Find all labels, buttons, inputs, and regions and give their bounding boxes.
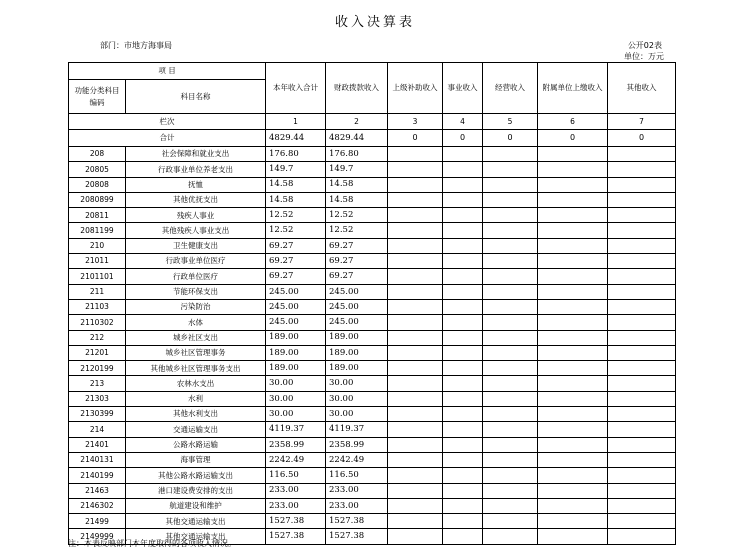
row-business [443,514,483,529]
row-operating [483,361,538,376]
row-other [608,284,676,299]
row-other [608,376,676,391]
row-business [443,254,483,269]
row-subject-name: 其他交通运输支出 [126,514,266,529]
row-fiscal: 149.7 [326,162,388,177]
row-operating [483,162,538,177]
row-code: 2140131 [69,452,126,467]
seq-cell: 1 [266,114,326,130]
row-affiliate [538,315,608,330]
row-superior [388,162,443,177]
row-operating [483,238,538,253]
item-group-header: 项 目 [69,63,266,80]
total-cell: 0 [608,130,676,147]
seq-cell: 3 [388,114,443,130]
row-code: 21499 [69,514,126,529]
row-code: 212 [69,330,126,345]
row-affiliate [538,147,608,162]
row-superior [388,238,443,253]
row-fiscal: 189.00 [326,361,388,376]
row-total: 189.00 [266,345,326,360]
row-other [608,315,676,330]
row-other [608,192,676,207]
row-operating [483,208,538,223]
row-total: 245.00 [266,315,326,330]
row-code: 21401 [69,437,126,452]
row-operating [483,407,538,422]
row-business [443,192,483,207]
row-business [443,330,483,345]
row-total: 69.27 [266,254,326,269]
row-superior [388,223,443,238]
row-code: 214 [69,422,126,437]
row-affiliate [538,177,608,192]
row-fiscal: 245.00 [326,284,388,299]
row-operating [483,437,538,452]
row-operating [483,269,538,284]
row-superior [388,498,443,513]
total-cell: 4829.44 [266,130,326,147]
col-business-header: 事业收入 [443,63,483,114]
row-affiliate [538,223,608,238]
row-code: 2110302 [69,315,126,330]
row-business [443,452,483,467]
row-fiscal: 245.00 [326,315,388,330]
row-total: 69.27 [266,238,326,253]
row-code: 21201 [69,345,126,360]
row-code: 20805 [69,162,126,177]
row-subject-name: 污染防治 [126,299,266,314]
row-superior [388,284,443,299]
unit-label: 单位：万元 [624,52,664,61]
row-superior [388,299,443,314]
row-operating [483,315,538,330]
row-subject-name: 城乡社区支出 [126,330,266,345]
row-superior [388,192,443,207]
row-subject-name: 其他残疾人事业支出 [126,223,266,238]
table-row [69,208,676,223]
row-operating [483,345,538,360]
row-superior [388,452,443,467]
table-code: 公开02表 [627,41,662,50]
row-business [443,345,483,360]
row-fiscal: 233.00 [326,498,388,513]
row-business [443,223,483,238]
row-total: 245.00 [266,284,326,299]
row-operating [483,422,538,437]
table-row [69,452,676,467]
row-other [608,223,676,238]
row-fiscal: 189.00 [326,345,388,360]
row-affiliate [538,162,608,177]
row-code: 2130399 [69,407,126,422]
row-subject-name: 节能环保支出 [126,284,266,299]
row-affiliate [538,452,608,467]
row-subject-name: 社会保障和就业支出 [126,147,266,162]
row-subject-name: 农林水支出 [126,376,266,391]
row-business [443,529,483,544]
seq-cell: 5 [483,114,538,130]
row-fiscal: 69.27 [326,238,388,253]
table-row [69,514,676,529]
table-row [69,330,676,345]
row-business [443,407,483,422]
row-affiliate [538,208,608,223]
row-other [608,391,676,406]
row-affiliate [538,330,608,345]
seq-label: 栏次 [69,114,266,130]
table-row [69,407,676,422]
row-fiscal: 116.50 [326,468,388,483]
row-affiliate [538,361,608,376]
row-other [608,162,676,177]
row-superior [388,269,443,284]
row-other [608,361,676,376]
row-affiliate [538,407,608,422]
row-affiliate [538,529,608,544]
row-total: 12.52 [266,208,326,223]
table-row [69,376,676,391]
row-total: 189.00 [266,330,326,345]
table-row [69,391,676,406]
row-affiliate [538,376,608,391]
row-other [608,147,676,162]
row-operating [483,192,538,207]
row-subject-name: 行政事业单位养老支出 [126,162,266,177]
row-total: 69.27 [266,269,326,284]
func-code-header: 功能分类科目编码 [69,80,126,114]
row-operating [483,147,538,162]
row-affiliate [538,437,608,452]
row-business [443,437,483,452]
table-row [69,437,676,452]
row-other [608,514,676,529]
row-code: 2140199 [69,468,126,483]
row-affiliate [538,284,608,299]
row-total: 2358.99 [266,437,326,452]
row-other [608,498,676,513]
row-fiscal: 1527.38 [326,529,388,544]
row-superior [388,514,443,529]
row-code: 2080899 [69,192,126,207]
row-operating [483,483,538,498]
table-row [69,299,676,314]
row-fiscal: 245.00 [326,299,388,314]
row-fiscal: 12.52 [326,223,388,238]
subject-name-header: 科目名称 [126,80,266,114]
row-operating [483,391,538,406]
row-affiliate [538,345,608,360]
row-code: 21303 [69,391,126,406]
row-operating [483,376,538,391]
row-operating [483,498,538,513]
col-operating-header: 经营收入 [483,63,538,114]
table-row [69,223,676,238]
row-superior [388,315,443,330]
row-code: 20808 [69,177,126,192]
row-fiscal: 30.00 [326,407,388,422]
row-superior [388,345,443,360]
row-operating [483,223,538,238]
row-subject-name: 水体 [126,315,266,330]
row-total: 12.52 [266,223,326,238]
department-label: 部门：市地方海事局 [100,41,172,50]
row-affiliate [538,299,608,314]
row-superior [388,177,443,192]
row-code: 210 [69,238,126,253]
row-code: 2101101 [69,269,126,284]
row-fiscal: 30.00 [326,391,388,406]
total-label: 合计 [69,130,266,147]
table-row [69,498,676,513]
row-operating [483,284,538,299]
row-total: 116.50 [266,468,326,483]
row-subject-name: 其他水利支出 [126,407,266,422]
row-fiscal: 2242.49 [326,452,388,467]
row-superior [388,330,443,345]
row-other [608,468,676,483]
page-title: 收入决算表 [334,15,415,30]
row-business [443,208,483,223]
row-fiscal: 30.00 [326,376,388,391]
row-subject-name: 其他优抚支出 [126,192,266,207]
row-business [443,284,483,299]
row-total: 14.58 [266,177,326,192]
total-cell: 0 [483,130,538,147]
col-other-header: 其他收入 [608,63,676,114]
row-fiscal: 14.58 [326,192,388,207]
row-other [608,437,676,452]
row-subject-name: 其他公路水路运输支出 [126,468,266,483]
row-total: 149.7 [266,162,326,177]
row-affiliate [538,238,608,253]
row-total: 176.80 [266,147,326,162]
row-subject-name: 其他城乡社区管理事务支出 [126,361,266,376]
row-other [608,269,676,284]
row-total: 1527.38 [266,514,326,529]
row-superior [388,529,443,544]
row-fiscal: 69.27 [326,269,388,284]
col-superior-header: 上级补助收入 [388,63,443,114]
col-total-header: 本年收入合计 [266,63,326,114]
total-cell: 4829.44 [326,130,388,147]
row-business [443,238,483,253]
row-subject-name: 卫生健康支出 [126,238,266,253]
row-fiscal: 176.80 [326,147,388,162]
total-cell: 0 [538,130,608,147]
footnote: 注：本表反映部门本年度取得的各项收入情况。 [68,539,236,548]
row-affiliate [538,498,608,513]
col-fiscal-header: 财政拨款收入 [326,63,388,114]
table-row [69,315,676,330]
row-total: 30.00 [266,376,326,391]
row-code: 208 [69,147,126,162]
row-superior [388,208,443,223]
row-affiliate [538,269,608,284]
row-subject-name: 公路水路运输 [126,437,266,452]
row-subject-name: 港口建设费安排的支出 [126,483,266,498]
row-superior [388,254,443,269]
row-fiscal: 12.52 [326,208,388,223]
row-affiliate [538,391,608,406]
row-operating [483,452,538,467]
row-operating [483,177,538,192]
row-business [443,361,483,376]
table-row [69,192,676,207]
row-subject-name: 其他交通运输支出 [126,529,266,544]
row-code: 2081199 [69,223,126,238]
row-business [443,147,483,162]
row-business [443,422,483,437]
row-other [608,407,676,422]
row-code: 20811 [69,208,126,223]
table-row [69,269,676,284]
row-superior [388,407,443,422]
row-affiliate [538,468,608,483]
row-superior [388,437,443,452]
table-row [69,361,676,376]
row-subject-name: 海事管理 [126,452,266,467]
row-subject-name: 抚恤 [126,177,266,192]
row-fiscal: 69.27 [326,254,388,269]
row-operating [483,330,538,345]
seq-cell: 2 [326,114,388,130]
row-code: 213 [69,376,126,391]
row-subject-name: 水利 [126,391,266,406]
row-total: 14.58 [266,192,326,207]
total-cell: 0 [443,130,483,147]
row-subject-name: 残疾人事业 [126,208,266,223]
row-other [608,529,676,544]
row-fiscal: 233.00 [326,483,388,498]
table-row [69,345,676,360]
row-fiscal: 14.58 [326,177,388,192]
row-subject-name: 城乡社区管理事务 [126,345,266,360]
income-table [68,62,676,545]
row-other [608,483,676,498]
table-row [69,483,676,498]
row-subject-name: 航道建设和维护 [126,498,266,513]
row-fiscal: 189.00 [326,330,388,345]
row-other [608,238,676,253]
row-superior [388,468,443,483]
row-affiliate [538,422,608,437]
row-other [608,422,676,437]
row-fiscal: 1527.38 [326,514,388,529]
row-total: 245.00 [266,299,326,314]
row-code: 2149999 [69,529,126,544]
row-code: 211 [69,284,126,299]
row-business [443,483,483,498]
row-fiscal: 4119.37 [326,422,388,437]
row-business [443,376,483,391]
row-other [608,330,676,345]
row-business [443,299,483,314]
row-total: 30.00 [266,407,326,422]
row-total: 233.00 [266,498,326,513]
row-operating [483,468,538,483]
row-other [608,345,676,360]
row-superior [388,376,443,391]
col-affiliate-header: 附属单位上缴收入 [538,63,608,114]
row-other [608,208,676,223]
row-total: 30.00 [266,391,326,406]
row-operating [483,299,538,314]
row-code: 2146302 [69,498,126,513]
row-other [608,452,676,467]
table-row [69,238,676,253]
row-operating [483,514,538,529]
table-row [69,162,676,177]
row-subject-name: 行政事业单位医疗 [126,254,266,269]
table-row [69,468,676,483]
row-operating [483,529,538,544]
row-other [608,254,676,269]
row-affiliate [538,192,608,207]
row-total: 2242.49 [266,452,326,467]
row-superior [388,361,443,376]
table-row [69,254,676,269]
row-total: 233.00 [266,483,326,498]
row-code: 21011 [69,254,126,269]
table-row [69,422,676,437]
row-business [443,269,483,284]
row-code: 21463 [69,483,126,498]
row-code: 21103 [69,299,126,314]
table-row [69,177,676,192]
row-business [443,177,483,192]
row-total: 4119.37 [266,422,326,437]
row-subject-name: 行政单位医疗 [126,269,266,284]
table-row [69,284,676,299]
row-superior [388,483,443,498]
row-fiscal: 2358.99 [326,437,388,452]
row-subject-name: 交通运输支出 [126,422,266,437]
row-total: 189.00 [266,361,326,376]
seq-cell: 6 [538,114,608,130]
total-cell: 0 [388,130,443,147]
seq-cell: 7 [608,114,676,130]
row-business [443,391,483,406]
row-affiliate [538,254,608,269]
row-total: 1527.38 [266,529,326,544]
row-operating [483,254,538,269]
row-affiliate [538,514,608,529]
seq-cell: 4 [443,114,483,130]
row-business [443,162,483,177]
row-business [443,315,483,330]
table-row [69,147,676,162]
row-other [608,299,676,314]
row-other [608,177,676,192]
row-superior [388,147,443,162]
row-superior [388,391,443,406]
row-code: 2120199 [69,361,126,376]
row-business [443,468,483,483]
row-superior [388,422,443,437]
row-business [443,498,483,513]
row-affiliate [538,483,608,498]
